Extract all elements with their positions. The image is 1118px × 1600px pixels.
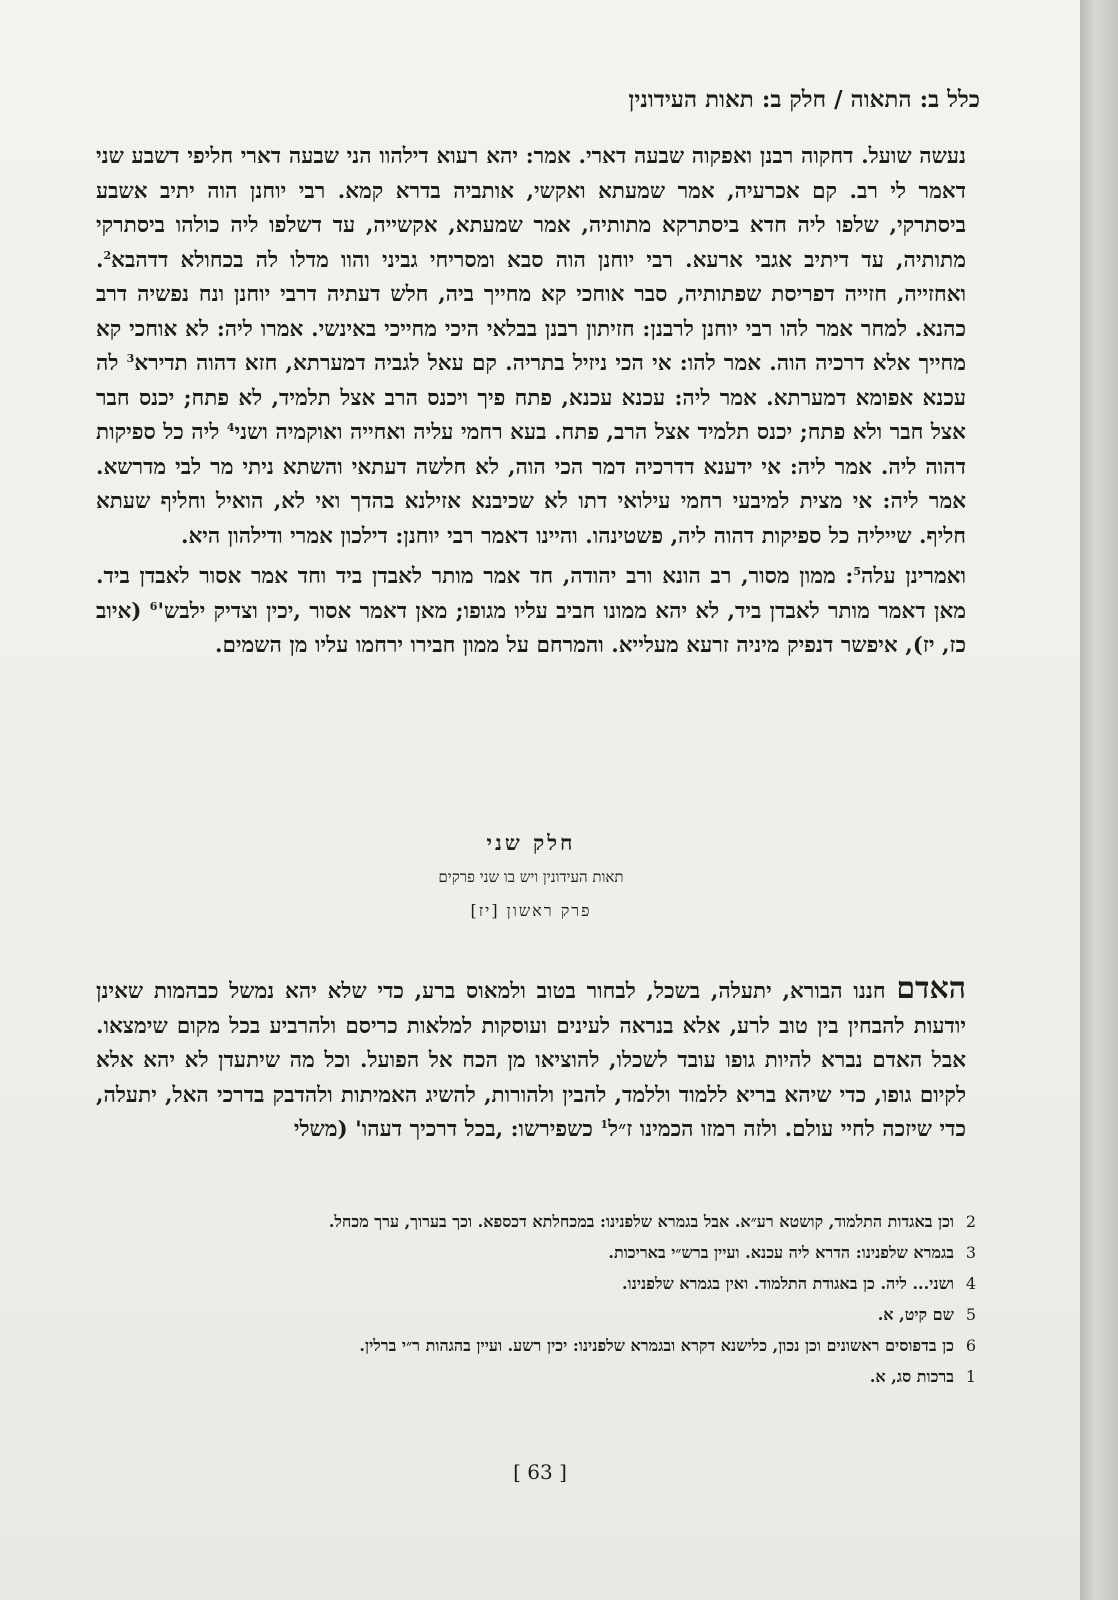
footnote — [96, 1239, 976, 1266]
footnote-number: 2 — [965, 1212, 976, 1231]
footnote-ref: 5 — [853, 564, 862, 578]
book-edge — [1080, 0, 1118, 1600]
footnote-number: 5 — [965, 1305, 976, 1324]
paragraph-text: לה עכנא אפומא דמערתא. אמר ליה: עכנא עכנא, פתח פיך ויכנס הרב אצל תלמיד, לא פתח; יכנס חבר אצל חבר ולא פתח; יכנס תלמיד אצל הרב, פתח. בעא רחמי עליה ואחייה ואוקמיה ושני — [96, 351, 966, 445]
main-text — [96, 140, 966, 670]
footnote — [96, 1363, 976, 1390]
footnote-ref: 6 — [149, 599, 158, 613]
footnote — [96, 1270, 976, 1297]
footnote-text: שם קיט, א. — [877, 1305, 954, 1324]
footnote — [96, 1332, 976, 1359]
chapter-title: פרק ראשון [יז] — [470, 901, 592, 920]
footnotes — [96, 1208, 976, 1394]
footnote-text: ושני... ליה. כן באגודת התלמוד. ואין בגמרא שלפנינו. — [621, 1274, 954, 1293]
footnote-number: 6 — [965, 1336, 976, 1355]
paragraph-text: נעשה שועל. דחקוה רבנן ואפקוה שבעה דארי. אמר: יהא רעוא דילהוו הני שבעה דארי חליפי דשבע שני דאמר לי רב. קם אכרעיה, אמר שמעתא ואקשי, אותביה בדרא קמא. רבי יוחנן הוה יתיב אשבע ביסתרקי, שלפו ליה חדא ביסתרקא מתותיה, אמר שמעתא, אקשייה, עד דשלפו ליה כולהו ביסתרקי מתותיה, עד דיתיב אגבי ארעא. רבי יוחנן הוה סבא ומסריחי גביני והוו מדלו לה בכחולא דדהבא — [96, 144, 966, 273]
chapter-tail: כשפירשו: ,בכל דרכיך דעהו' (משלי — [293, 1117, 593, 1142]
section-subtitle: תאות העידונין ויש בו שני פרקים — [438, 868, 624, 886]
page-number: [ 63 ] — [513, 1460, 567, 1484]
chapter-body: חננו הבורא, יתעלה, בשכל, לבחור בטוב ולמאוס ברע, כדי שלא יהא נמשל כבהמות שאינן יודעות להבחין בין טוב לרע, אלא בנראה לעינים ועוסקות למלאות כריסם ולהרביע בכל מקום שימצאו. אבל האדם נברא להיות גופו עובד לשכלו, להוציאו מן הכח אל הפועל. וכל מה שיתעדן לא יהא אלא לקיום גופו, כדי שיהא בריא ללמוד וללמד, להבין ולהורות, להשיג האמיתות ולהדבק בדרכי האל, יתעלה, כדי שיזכה לחיי עולם. ולזה רמזו הכמינו ז״ל — [96, 979, 966, 1142]
footnote-number: 1 — [965, 1367, 976, 1386]
footnote-text: בגמרא שלפנינו: הדרא ליה עכנא. ועיין ברש״י באריכות. — [608, 1243, 954, 1262]
section-heading — [96, 830, 966, 921]
footnote-text: וכן באגדות התלמוד, קושטא רע״א. אבל בגמרא שלפנינו: במכחלתא דכספא. וכך בערוך, ערך מכחל. — [328, 1212, 954, 1231]
header-title: כלל ב: התאוה / חלק ב: תאות העידונין — [628, 86, 980, 113]
running-header — [100, 84, 980, 116]
footnote-number: 3 — [965, 1243, 976, 1262]
paragraph-text: (איוב כז, יז), איפשר דנפיק מיניה זרעא מעלייא. והמרחם על ממון חבירו ירחמו עליו מן השמים. — [96, 598, 966, 658]
opening-word: האדם — [896, 971, 966, 1006]
footnote-ref: 3 — [126, 351, 135, 365]
footnote-ref: 4 — [226, 420, 235, 434]
chapter-text — [96, 972, 966, 1148]
footnote — [96, 1301, 976, 1328]
paragraph: נעשה שועל. דחקוה רבנן ואפקוה שבעה דארי. אמר: יהא רעוא דילהוו הני שבעה דארי חליפי דשבע שני דאמר לי רב. קם אכרעיה, אמר שמעתא ואקשי, אותביה בדרא קמא. רבי יוחנן הוה יתיב אשבע ביסתרקי, שלפו ליה חדא ביסתרקא מתותיה, אמר שמעתא, אקשייה, עד דשלפו ליה כולהו ביסתרקי מתותיה, עד דיתיב אגבי ארעא. רבי יוחנן הוה סבא ומסריחי גביני והוו מדלו לה בכחולא דדהבא$^2$. ואחזייה, חזייה דפריסת שפתותיה, סבר אוחכי קא מחייך ביה, חלש דעתיה דרבי יוחנן ונח נפשיה דרב כהנא. למחר אמר להו רבי יוחנן לרבנן: חזיתון רבנן בבלאי היכי מחייכי באינשי. אמרו ליה: לא אוחכי קא מחייך אלא דרכיה הוה. אמר להו: אי הכי ניזיל בתריה. קם עאל לגביה דמערתא, חזא דהוה תדירא$^3$ לה עכנא אפומא דמערתא. אמר ליה: עכנא עכנא, פתח פיך ויכנס הרב אצל תלמיד, לא פתח; יכנס חבר אצל חבר ולא פתח; יכנס תלמיד אצל הרב, פתח. בעא רחמי עליה ואחייה ואוקמיה ושני$^4$ ליה כל ספיקות דהוה ליה. אמר ליה: אי ידענא דדרכיה דמר הכי הוה, לא חלשה דעתאי והשתא ניתי מר לבי מדרשא. אמר ליה: אי מצית למיבעי רחמי עילואי דתו לא שכיבנא אזילנא בהדך ואי לא, הואיל וחליף שעתא חליף. שייליה כל ספיקות דהוה ליה, פשטינהו. והיינו דאמר רבי יוחנן: דילכון אמרי ודילהון היא. — [96, 144, 966, 549]
paragraph-text: : ממון מסור, רב הונא ורב יהודה, חד אמר מותר לאבדן ביד וחד אמר אסור לאבדן ביד. מאן דאמר מותר לאבדן ביד, לא יהא ממונו חביב עליו מגופו; מאן דאמר אסור ,יכין וצדיק ילבש' — [96, 564, 966, 624]
paragraph — [96, 560, 966, 664]
footnote-text: ברכות סג, א. — [869, 1367, 954, 1386]
footnote-text: כן בדפוסים ראשונים וכן נכון, כלישנא דקרא ובגמרא שלפנינו: יכין רשע. ועיין בהגהות ר״י ברלין. — [359, 1336, 954, 1355]
footnote-ref: 2 — [103, 248, 112, 262]
paragraph-text: ליה כל ספיקות דהוה ליה. אמר ליה: אי ידענא דדרכיה דמר הכי הוה, לא חלשה דעתאי והשתא ניתי מר לבי מדרשא. אמר ליה: אי מצית למיבעי רחמי עילואי דתו לא שכיבנא אזילנא בהדך ואי לא, הואיל וחליף שעתא חליף. שייליה כל ספיקות דהוה ליה, פשטינהו. והיינו דאמר רבי יוחנן: דילכון אמרי ודילהון היא. — [96, 420, 966, 549]
footnote-number: 4 — [965, 1274, 976, 1293]
paragraph-text: ואמרינן עלה — [861, 564, 966, 589]
section-title: חלק שני — [486, 830, 576, 855]
footnote — [96, 1208, 976, 1235]
footnote-ref: 1 — [600, 1117, 609, 1131]
paragraph-text: ואחזייה, חזייה דפריסת שפתותיה, סבר אוחכי קא מחייך ביה, חלש דעתיה דרבי יוחנן ונח נפשיה דרב כהנא. למחר אמר להו רבי יוחנן לרבנן: חזיתון רבנן בבלאי היכי מחייכי באינשי. אמרו ליה: לא אוחכי קא מחייך אלא דרכיה הוה. אמר להו: אי הכי ניזיל בתריה. קם עאל לגביה דמערתא, חזא דהוה תדירא — [96, 282, 966, 376]
